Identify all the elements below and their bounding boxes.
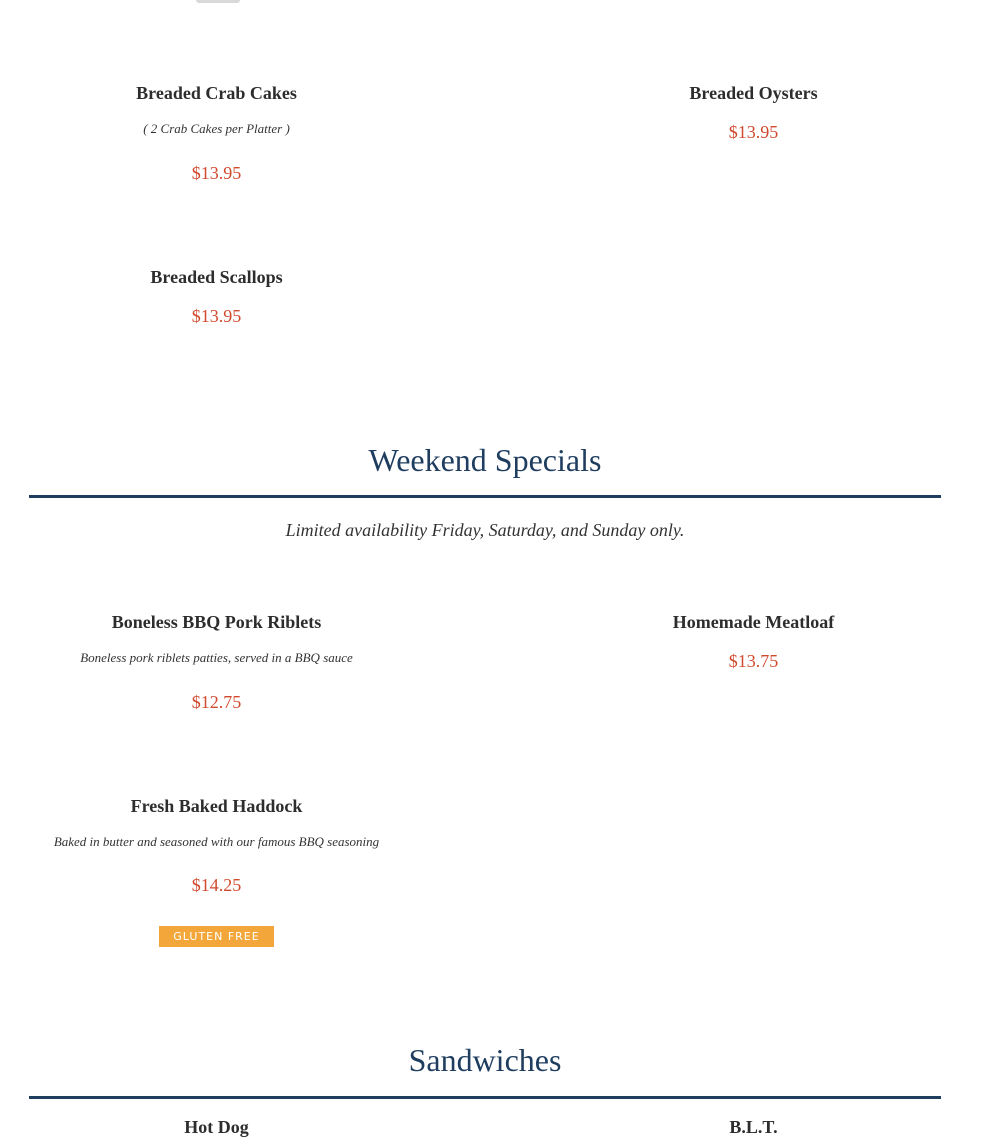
- section-subtitle: Limited availability Friday, Saturday, and Sunday only.: [285, 520, 685, 540]
- menu-item-price: $12.75: [191, 692, 242, 712]
- menu-item-price: $13.75: [728, 651, 779, 671]
- menu-item-name: Boneless BBQ Pork Riblets: [111, 612, 322, 632]
- menu-item-description: ( 2 Crab Cakes per Platter ): [143, 121, 290, 136]
- section-divider: [29, 1096, 941, 1099]
- menu-item-price: $13.95: [191, 163, 242, 183]
- menu-item-name: Hot Dog: [184, 1117, 249, 1137]
- section-title-sandwiches: Sandwiches: [408, 1042, 562, 1078]
- section-title-weekend-specials: Weekend Specials: [368, 442, 602, 478]
- menu-item-description: Baked in butter and seasoned with our famous BBQ seasoning: [53, 834, 380, 849]
- menu-item-description: Boneless pork riblets patties, served in a BBQ sauce: [80, 650, 353, 665]
- menu-item-price: $13.95: [728, 122, 779, 142]
- menu-item-price: $14.25: [191, 875, 242, 895]
- gluten-free-badge: GLUTEN FREE: [159, 926, 274, 947]
- cropped-top-element: [196, 0, 240, 3]
- menu-item-name: Homemade Meatloaf: [672, 612, 835, 632]
- menu-item-name: Breaded Oysters: [689, 83, 818, 103]
- section-divider: [29, 495, 941, 498]
- menu-item-price: $13.95: [191, 306, 242, 326]
- menu-item-name: B.L.T.: [729, 1117, 778, 1137]
- menu-item-name: Breaded Scallops: [150, 267, 283, 287]
- menu-item-name: Breaded Crab Cakes: [136, 83, 297, 103]
- menu-item-name: Fresh Baked Haddock: [130, 796, 303, 816]
